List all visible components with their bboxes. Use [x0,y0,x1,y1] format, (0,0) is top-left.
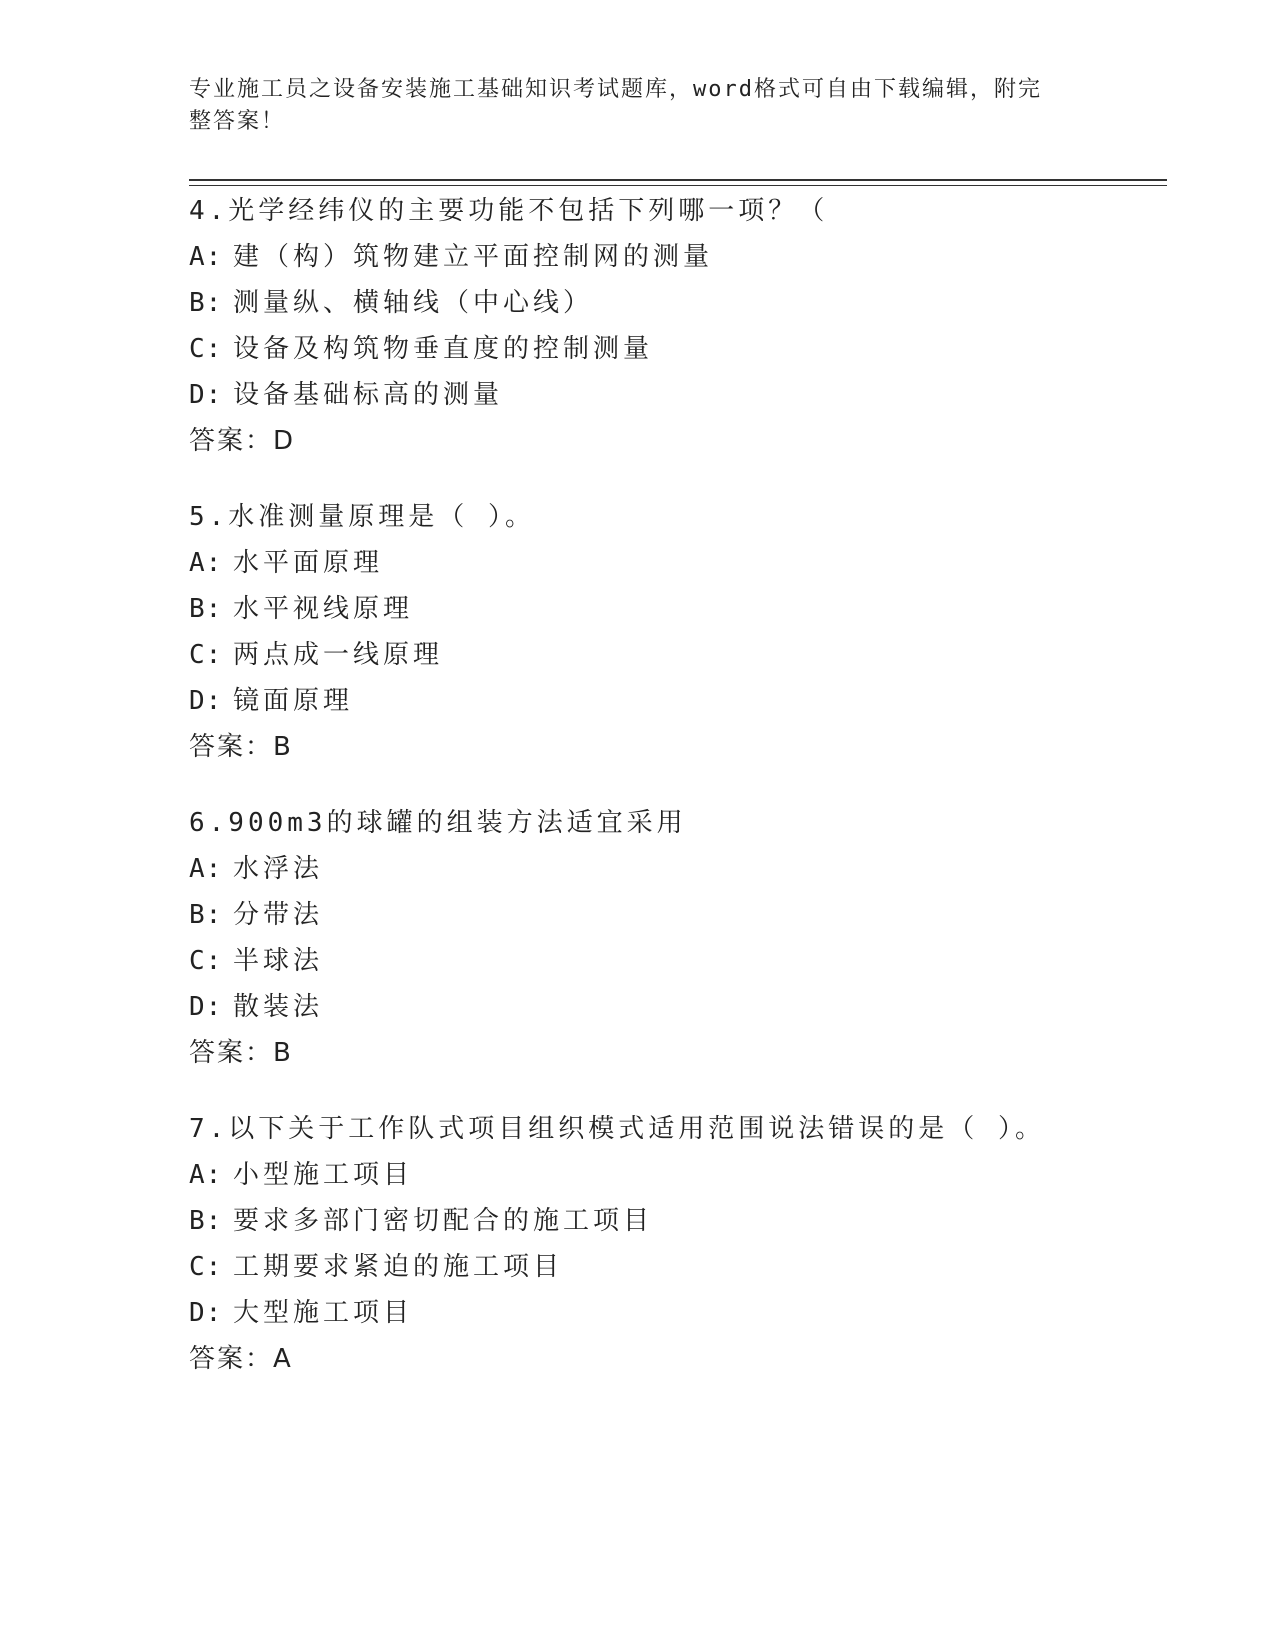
option-text: 两点成一线原理 [233,640,444,670]
option-text: 水平面原理 [233,548,384,578]
option-letter: A: [189,854,223,884]
option-c [189,1244,1149,1290]
option-b [189,280,1149,326]
option-a [189,846,1149,892]
option-text: 建（构）筑物建立平面控制网的测量 [233,242,714,272]
question-stem: 4.光学经纬仪的主要功能不包括下列哪一项？（ [189,196,829,226]
option-c [189,632,1149,678]
option-letter: B: [189,1206,223,1236]
question-4 [189,188,1149,464]
option-text: 水平视线原理 [233,594,414,624]
option-letter: D: [189,992,223,1022]
option-text: 测量纵、横轴线（中心线） [233,288,594,318]
option-text: 要求多部门密切配合的施工项目 [233,1206,654,1236]
option-letter: C: [189,640,223,670]
option-text: 半球法 [233,946,324,976]
option-letter: A: [189,1160,223,1190]
question-6 [189,800,1149,1076]
answer-value: A [273,1344,293,1374]
answer-label: 答案： [189,732,274,762]
option-a [189,540,1149,586]
option-text: 大型施工项目 [233,1298,414,1328]
option-text: 镜面原理 [233,686,354,716]
option-letter: C: [189,334,223,364]
answer-label: 答案： [189,1344,274,1374]
option-text: 小型施工项目 [233,1160,414,1190]
header-divider-thick [189,179,1167,181]
option-text: 分带法 [233,900,324,930]
option-text: 设备及构筑物垂直度的控制测量 [233,334,654,364]
header-divider-thin [189,185,1167,186]
option-letter: A: [189,242,223,272]
answer-line [189,724,1149,770]
document-header [189,74,1069,138]
option-b [189,586,1149,632]
header-line-1: 专业施工员之设备安装施工基础知识考试题库，word格式可自由下载编辑，附完 [189,77,1042,102]
option-letter: D: [189,380,223,410]
header-line-2: 整答案！ [189,109,286,134]
option-a [189,234,1149,280]
question-5 [189,494,1149,770]
option-b [189,1198,1149,1244]
option-d [189,678,1149,724]
question-list [189,188,1149,1382]
option-text: 散装法 [233,992,324,1022]
option-letter: C: [189,1252,223,1282]
option-b [189,892,1149,938]
option-d [189,1290,1149,1336]
answer-line [189,418,1149,464]
option-text: 工期要求紧迫的施工项目 [233,1252,564,1282]
question-stem: 5.水准测量原理是（ ）。 [189,502,535,532]
option-c [189,326,1149,372]
option-letter: C: [189,946,223,976]
answer-value: B [273,1038,293,1068]
option-letter: B: [189,594,223,624]
answer-line [189,1030,1149,1076]
option-text: 设备基础标高的测量 [233,380,504,410]
option-letter: D: [189,1298,223,1328]
answer-label: 答案： [189,426,274,456]
option-letter: B: [189,288,223,318]
option-d [189,372,1149,418]
answer-value: D [273,426,296,456]
option-text: 水浮法 [233,854,324,884]
answer-label: 答案： [189,1038,274,1068]
option-a [189,1152,1149,1198]
option-letter: A: [189,548,223,578]
option-letter: D: [189,686,223,716]
option-c [189,938,1149,984]
answer-line [189,1336,1149,1382]
question-7 [189,1106,1149,1382]
question-stem: 6.900m3的球罐的组装方法适宜采用 [189,808,687,838]
option-d [189,984,1149,1030]
question-stem: 7.以下关于工作队式项目组织模式适用范围说法错误的是（ ）。 [189,1114,1045,1144]
answer-value: B [273,732,293,762]
option-letter: B: [189,900,223,930]
